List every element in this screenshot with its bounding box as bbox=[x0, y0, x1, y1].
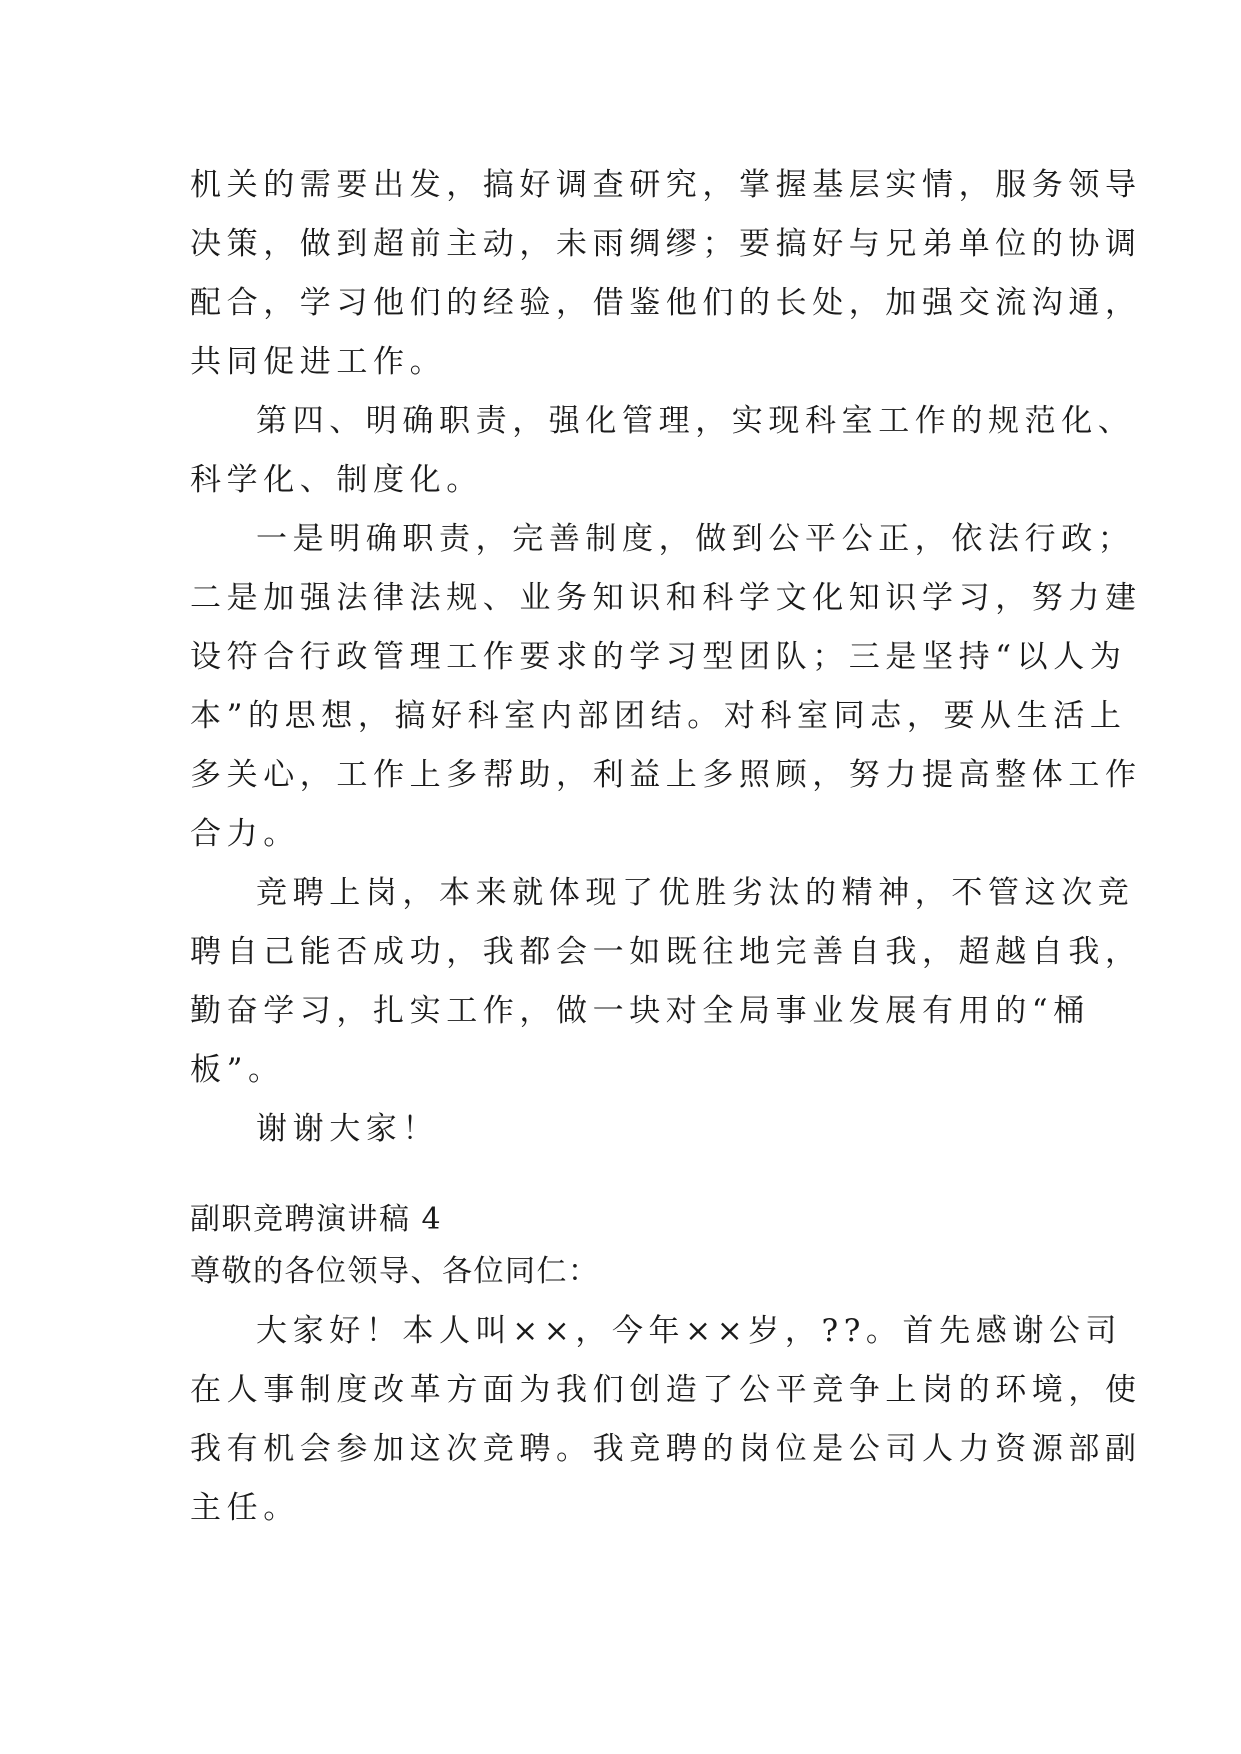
text-line: 一是明确职责，完善制度，做到公平公正，依法行政； bbox=[256, 521, 1135, 557]
paragraph-thanks bbox=[190, 1100, 1060, 1159]
salutation: 尊敬的各位领导、各位同仁： bbox=[190, 1254, 600, 1289]
text-line: 第四、明确职责，强化管理，实现科室工作的规范化、 bbox=[256, 403, 1135, 439]
text-line: 配合，学习他们的经验，借鉴他们的长处，加强交流沟通， bbox=[190, 285, 1142, 321]
text-line: 我有机会参加这次竞聘。我竞聘的岗位是公司人力资源部副 bbox=[190, 1431, 1142, 1467]
text-line: 多关心，工作上多帮助，利益上多照顾，努力提高整体工作 bbox=[190, 757, 1142, 793]
text-line: 机关的需要出发，搞好调查研究，掌握基层实情，服务领导 bbox=[190, 167, 1142, 203]
paragraph-introduction bbox=[190, 1302, 1142, 1538]
text-line: 合力。 bbox=[190, 816, 300, 852]
text-line: 谢谢大家！ bbox=[256, 1111, 439, 1147]
paragraph-conclusion bbox=[190, 864, 1142, 1100]
text-line: 勤奋学习，扎实工作，做一块对全局事业发展有用的“桶 bbox=[190, 993, 1090, 1029]
paragraph-fourth-point bbox=[190, 392, 1135, 510]
text-line: 竞聘上岗，本来就体现了优胜劣汰的精神，不管这次竞 bbox=[256, 875, 1135, 911]
text-line: 决策，做到超前主动，未雨绸缪；要搞好与兄弟单位的协调 bbox=[190, 226, 1142, 262]
paragraph-continuation bbox=[190, 156, 1142, 392]
text-line: 板”。 bbox=[190, 1052, 285, 1088]
paragraph-details bbox=[190, 510, 1142, 864]
text-line: 大家好！本人叫××，今年××岁，??。首先感谢公司 bbox=[256, 1313, 1123, 1349]
text-line: 本”的思想，搞好科室内部团结。对科室同志，要从生活上 bbox=[190, 698, 1127, 734]
text-line: 聘自己能否成功，我都会一如既往地完善自我，超越自我， bbox=[190, 934, 1142, 970]
text-line: 共同促进工作。 bbox=[190, 344, 447, 380]
text-line: 设符合行政管理工作要求的学习型团队；三是坚持“以人为 bbox=[190, 639, 1127, 675]
speech-title: 副职竞聘演讲稿 4 bbox=[190, 1202, 443, 1237]
text-line: 主任。 bbox=[190, 1490, 300, 1526]
document-body bbox=[190, 156, 1142, 1538]
section-spacer bbox=[190, 1159, 1060, 1198]
text-line: 二是加强法律法规、业务知识和科学文化知识学习，努力建 bbox=[190, 580, 1142, 616]
text-line: 科学化、制度化。 bbox=[190, 462, 483, 498]
text-line: 在人事制度改革方面为我们创造了公平竞争上岗的环境，使 bbox=[190, 1372, 1142, 1408]
